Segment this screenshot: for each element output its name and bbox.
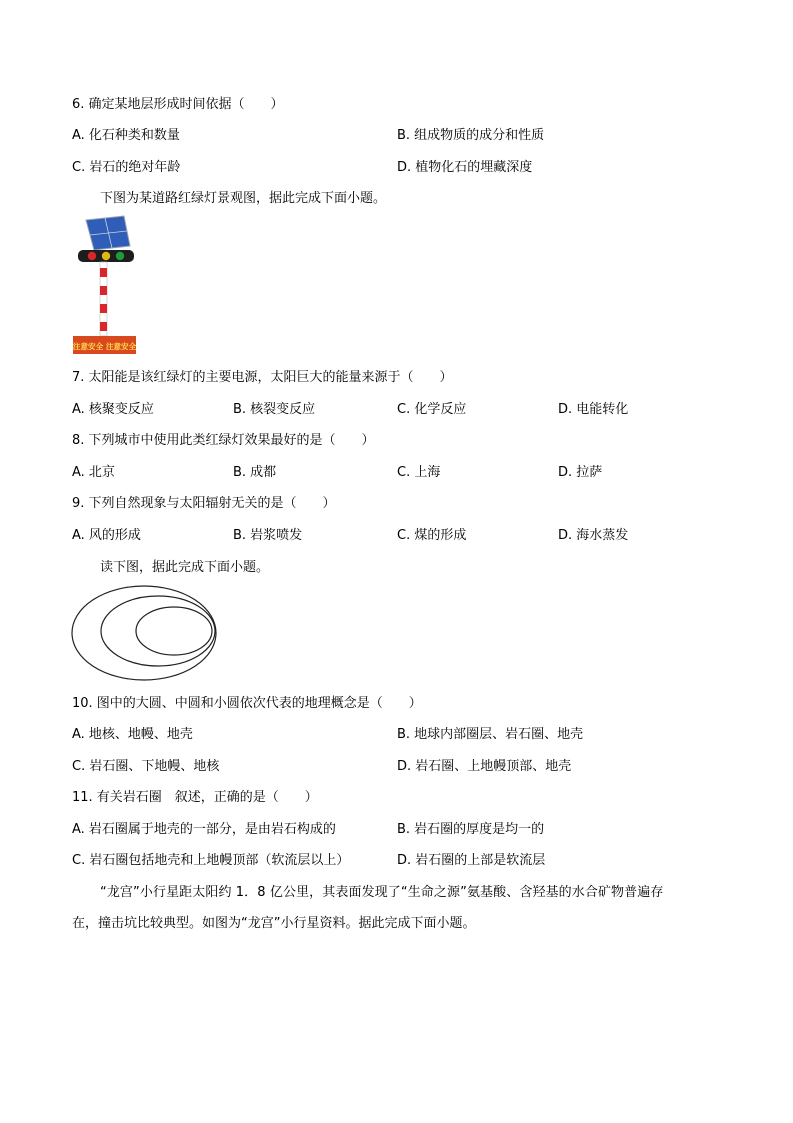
q7-stem: 7. 太阳能是该红绿灯的主要电源，太阳巨大的能量来源于（ ） bbox=[72, 370, 453, 385]
q7-option-a: A. 核聚变反应 bbox=[72, 402, 154, 417]
q10-option-a: A. 地核、地幔、地壳 bbox=[72, 727, 193, 742]
intro-circles: 读下图，据此完成下面小题。 bbox=[100, 560, 270, 575]
small-circle bbox=[136, 607, 212, 655]
q11-option-a: A. 岩石圈属于地壳的一部分，是由岩石构成的 bbox=[72, 822, 336, 837]
q10-option-c: C. 岩石圈、下地幔、地核 bbox=[72, 759, 220, 774]
q6-stem: 6. 确定某地层形成时间依据（ ） bbox=[72, 97, 284, 112]
q11-option-d: D. 岩石圈的上部是软流层 bbox=[397, 853, 546, 868]
q9-option-d: D. 海水蒸发 bbox=[558, 528, 629, 543]
q8-option-b: B. 成都 bbox=[233, 465, 277, 480]
q6-option-b: B. 组成物质的成分和性质 bbox=[397, 128, 545, 143]
large-circle bbox=[72, 586, 216, 680]
q6-option-c: C. 岩石的绝对年龄 bbox=[72, 160, 181, 175]
yellow-light bbox=[102, 252, 110, 260]
warning-sign-text: 注意安全 注意安全 bbox=[72, 342, 137, 351]
q9-option-c: C. 煤的形成 bbox=[397, 528, 467, 543]
passage-line-2: 在，撞击坑比较典型。如图为“龙宫”小行星资料。据此完成下面小题。 bbox=[72, 916, 476, 931]
q7-option-d: D. 电能转化 bbox=[558, 402, 629, 417]
middle-circle bbox=[101, 596, 215, 666]
traffic-light-figure bbox=[72, 214, 138, 356]
q11-option-b: B. 岩石圈的厚度是均一的 bbox=[397, 822, 545, 837]
q6-option-d: D. 植物化石的埋藏深度 bbox=[397, 160, 533, 175]
pole-stripe bbox=[100, 268, 107, 277]
q8-option-d: D. 拉萨 bbox=[558, 465, 603, 480]
q8-option-a: A. 北京 bbox=[72, 465, 115, 480]
q7-option-c: C. 化学反应 bbox=[397, 402, 467, 417]
q9-stem: 9. 下列自然现象与太阳辐射无关的是（ ） bbox=[72, 496, 336, 511]
pole-stripe bbox=[100, 286, 107, 295]
q10-option-d: D. 岩石圈、上地幔顶部、地壳 bbox=[397, 759, 572, 774]
pole-stripe bbox=[100, 322, 107, 331]
intro-traffic: 下图为某道路红绿灯景观图，据此完成下面小题。 bbox=[100, 191, 387, 206]
q8-stem: 8. 下列城市中使用此类红绿灯效果最好的是（ ） bbox=[72, 433, 375, 448]
nested-circles-figure bbox=[70, 583, 220, 683]
green-light bbox=[116, 252, 124, 260]
q9-option-a: A. 风的形成 bbox=[72, 528, 141, 543]
passage-line-1: “龙宫”小行星距太阳约 1．8 亿公里，其表面发现了“生命之源”氨基酸、含羟基的水合矿物普遍存 bbox=[100, 885, 664, 900]
q9-option-b: B. 岩浆喷发 bbox=[233, 528, 303, 543]
red-light bbox=[88, 252, 96, 260]
q6-option-a: A. 化石种类和数量 bbox=[72, 128, 180, 143]
q10-option-b: B. 地球内部圈层、岩石圈、地壳 bbox=[397, 727, 584, 742]
q8-option-c: C. 上海 bbox=[397, 465, 441, 480]
pole-stripe bbox=[100, 304, 107, 313]
q7-option-b: B. 核裂变反应 bbox=[233, 402, 316, 417]
q11-option-c: C. 岩石圈包括地壳和上地幔顶部（软流层以上） bbox=[72, 853, 350, 868]
q11-stem: 11. 有关岩石圈 叙述，正确的是（ ） bbox=[72, 790, 318, 805]
q10-stem: 10. 图中的大圆、中圆和小圆依次代表的地理概念是（ ） bbox=[72, 696, 422, 711]
